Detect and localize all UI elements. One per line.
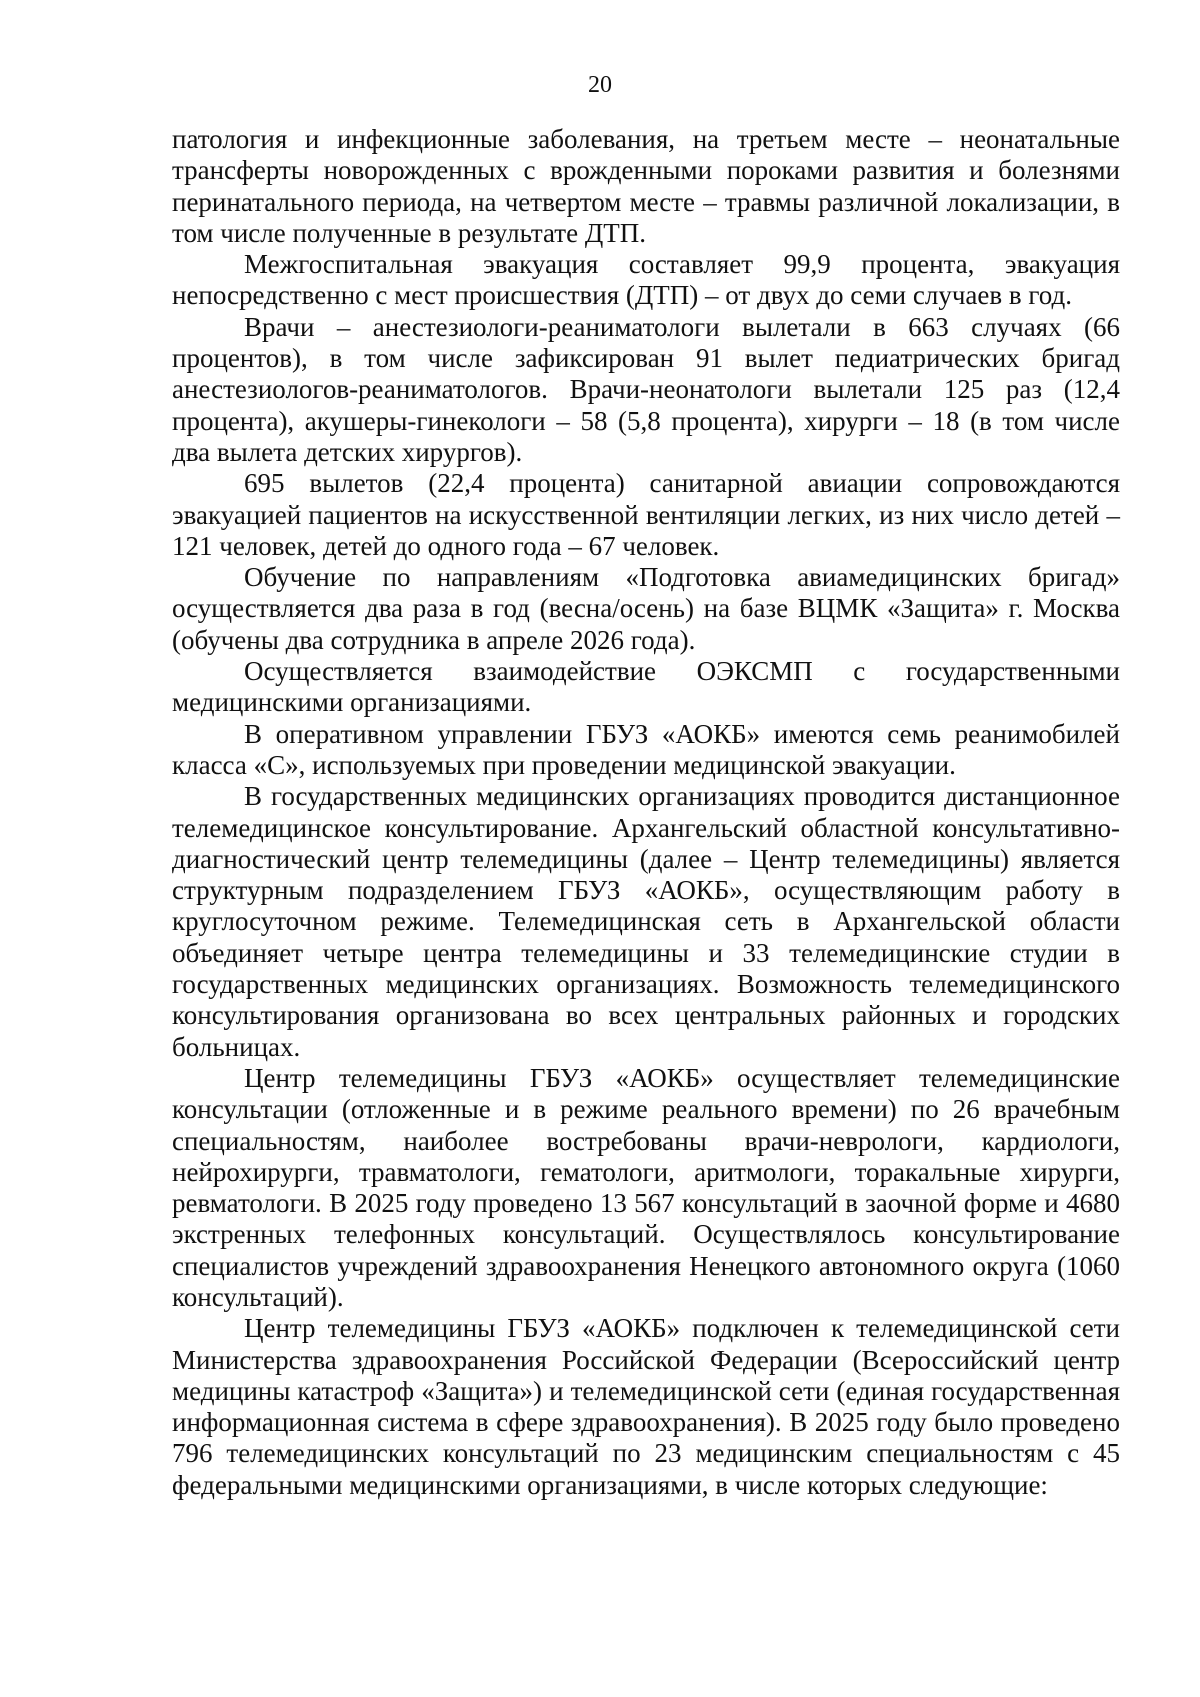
- paragraph-ventilation: 695 вылетов (22,4 процента) санитарной авиации сопровождаются эвакуацией пациентов на искусственной вентиляции легких, из них число детей – 121 человек, детей до одного года – 67 человек.: [172, 468, 1120, 561]
- paragraph-continuation: патология и инфекционные заболевания, на третьем месте – неонатальные трансферты новорожденных с врожденными пороками развития и болезнями перинатального периода, на четвертом месте – травмы различной локализации, в том числе полученные в результате ДТП.: [172, 124, 1120, 248]
- document-body: [172, 124, 1120, 1501]
- paragraph-interaction: Осуществляется взаимодействие ОЭКСМП с государственными медицинскими организациями.: [172, 656, 1120, 718]
- paragraph-training: Обучение по направлениям «Подготовка авиамедицинских бригад» осуществляется два раза в год (весна/осень) на базе ВЦМК «Защита» г. Москва (обучены два сотрудника в апреле 2026 года).: [172, 562, 1120, 655]
- paragraph-telemedicine-consultations: Центр телемедицины ГБУЗ «АОКБ» осуществляет телемедицинские консультации (отложенные и в режиме реального времени) по 26 врачебным специальностям, наиболее востребованы врачи-неврологи, кардиологи, нейрохирурги, травматологи, гематологи, аритмологи, торакальные хирурги, ревматологи. В 2025 году проведено 13 567 консультаций в заочной форме и 4680 экстренных телефонных консультаций. Осуществлялось консультирование специалистов учреждений здравоохранения Ненецкого автономного округа (1060 консультаций).: [172, 1062, 1120, 1312]
- page-number: 20: [588, 72, 612, 98]
- paragraph-evacuation: Межгоспитальная эвакуация составляет 99,9 процента, эвакуация непосредственно с мест происшествия (ДТП) – от двух до семи случаев в год.: [172, 249, 1120, 311]
- paragraph-doctors-flights: Врачи – анестезиологи-реаниматологи вылетали в 663 случаях (66 процентов), в том числе зафиксирован 91 вылет педиатрических бригад анестезиологов-реаниматологов. Врачи-неонатологи вылетали 125 раз (12,4 процента), акушеры-гинекологи – 58 (5,8 процента), хирурги – 18 (в том числе два вылета детских хирургов).: [172, 311, 1120, 467]
- paragraph-federal-network: Центр телемедицины ГБУЗ «АОКБ» подключен к телемедицинской сети Министерства здравоохранения Российской Федерации (Всероссийский центр медицины катастроф «Защита») и телемедицинской сети (единая государственная информационная система в сфере здравоохранения). В 2025 году было проведено 796 телемедицинских консультаций по 23 медицинским специальностям с 45 федеральными медицинскими организациями, в числе которых следующие:: [172, 1313, 1120, 1500]
- paragraph-telemedicine-network: В государственных медицинских организациях проводится дистанционное телемедицинское консультирование. Архангельский областной консультативно-диагностический центр телемедицины (далее – Центр телемедицины) является структурным подразделением ГБУЗ «АОКБ», осуществляющим работу в круглосуточном режиме. Телемедицинская сеть в Архангельской области объединяет четыре центра телемедицины и 33 телемедицинские студии в государственных медицинских организациях. Возможность телемедицинского консультирования организована во всех центральных районных и городских больницах.: [172, 781, 1120, 1062]
- paragraph-ambulances: В оперативном управлении ГБУЗ «АОКБ» имеются семь реанимобилей класса «С», используемых при проведении медицинской эвакуации.: [172, 718, 1120, 780]
